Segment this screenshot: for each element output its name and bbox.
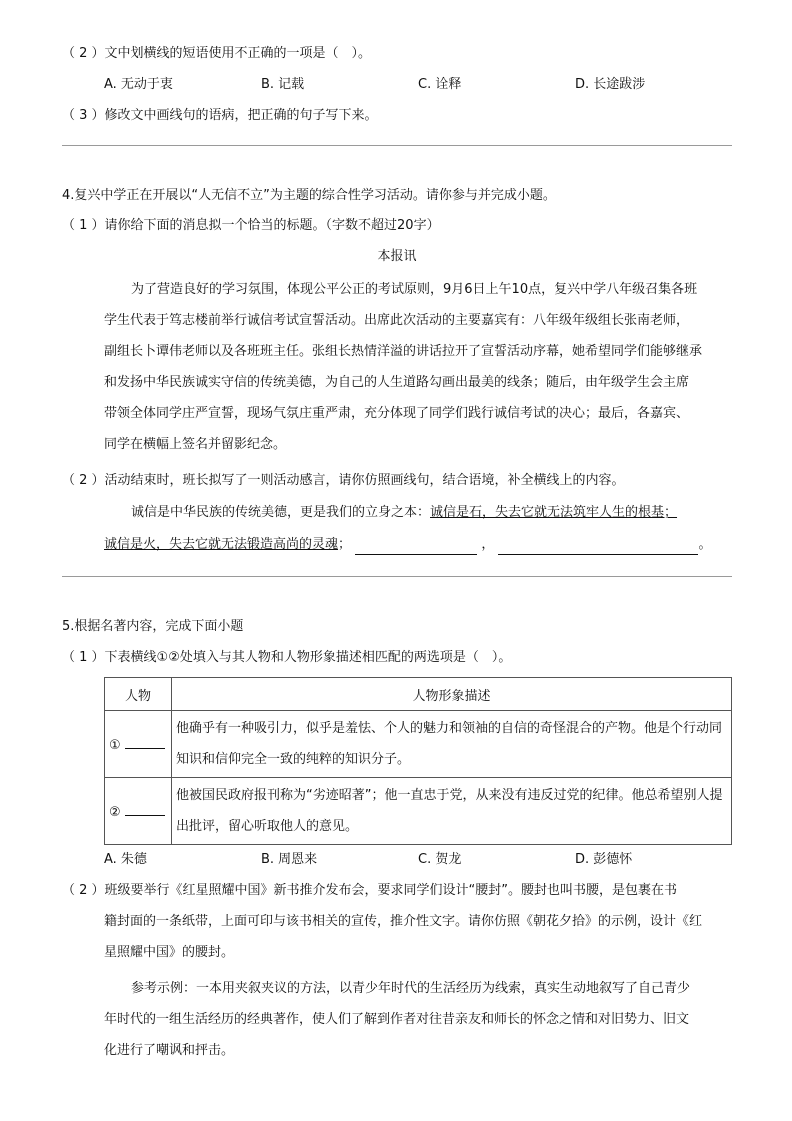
character-blank-2[interactable] <box>125 803 165 816</box>
q3-option-c[interactable]: C. 诠释 <box>418 77 462 92</box>
q5-sub2-line: 星照耀中国》的腰封。 <box>104 945 235 960</box>
news-line: 和发扬中华民族诚实守信的传统美德，为自己的人生道路勾画出最美的线条；随后，由年级学生会主席 <box>104 375 690 390</box>
q3-option-a[interactable]: A. 无动于衷 <box>104 77 173 92</box>
motto-sep: ； <box>338 537 352 552</box>
answer-blank-1[interactable] <box>355 538 477 555</box>
example-line: 参考示例：一本用夹叙夹议的方法，以青少年时代的生活经历为线索，真实生动地叙写了自己青少 <box>131 981 691 996</box>
q4-sub2: （ 2 ）活动结束时，班长拟写了一则活动感言，请你仿照画线句，结合语境，补全横线上的内容。 <box>62 473 625 488</box>
motto-line-1 <box>131 503 677 523</box>
character-table <box>104 677 732 845</box>
table-row <box>105 711 732 778</box>
q5-sub1: （ 1 ）下表横线①②处填入与其人物和人物形象描述相匹配的两选项是（ ）。 <box>62 650 512 665</box>
news-line: 为了营造良好的学习氛围，体现公平公正的考试原则，9月6日上午10点，复兴中学八年级召集各班 <box>131 282 698 297</box>
q5-option-d[interactable]: D. 彭德怀 <box>575 852 633 867</box>
news-heading: 本报讯 <box>377 249 417 264</box>
divider <box>62 145 732 146</box>
table-cell-character <box>105 711 172 778</box>
table-cell-description: 他被国民政府报刊称为“劣迹昭著”；他一直忠于党，从来没有违反过党的纪律。他总希望别人提出批评，留心听取他人的意见。 <box>172 778 732 845</box>
news-line: 副组长卜谭伟老师以及各班班主任。张组长热情洋溢的讲话拉开了宣誓活动序幕，她希望同学们能够继承 <box>104 344 703 359</box>
character-blank-1[interactable] <box>125 736 165 749</box>
q5-sub2-line: （ 2 ）班级要举行《红星照耀中国》新书推介发布会，要求同学们设计“腰封”。腰封也叫书腰，是包裹在书 <box>62 883 678 898</box>
q3-option-b[interactable]: B. 记载 <box>261 77 305 92</box>
q5-sub2-line: 籍封面的一条纸带，上面可印与该书相关的宣传，推介性文字。请你仿照《朝花夕拾》的示例，设计《红 <box>104 914 703 929</box>
motto-line-2 <box>104 535 711 555</box>
news-line: 学生代表于笃志楼前举行诚信考试宣誓活动。出席此次活动的主要嘉宾有：八年级年级组长张南老师， <box>104 313 690 328</box>
motto-underlined-1: 诚信是石，失去它就无法筑牢人生的根基； <box>430 505 678 520</box>
circled-number-1: ① <box>109 737 121 753</box>
example-line: 年时代的一组生活经历的经典著作，使人们了解到作者对往昔亲友和师长的怀念之情和对旧势力、旧文 <box>104 1012 690 1027</box>
q5-option-b[interactable]: B. 周恩来 <box>261 852 318 867</box>
answer-blank-2[interactable] <box>498 538 698 555</box>
motto-underlined-2: 诚信是火，失去它就无法锻造高尚的灵魂 <box>104 537 339 552</box>
motto-end: 。 <box>698 537 712 552</box>
table-row <box>105 778 732 845</box>
q5-option-c[interactable]: C. 贺龙 <box>418 852 462 867</box>
motto-plain: 诚信是中华民族的传统美德，更是我们的立身之本： <box>131 505 431 520</box>
q3-sub3: （ 3 ）修改文中画线句的语病，把正确的句子写下来。 <box>62 108 378 123</box>
motto-sep: ， <box>481 537 495 552</box>
q5-option-a[interactable]: A. 朱德 <box>104 852 147 867</box>
example-line: 化进行了嘲讽和抨击。 <box>104 1043 235 1058</box>
q4-title: 4.复兴中学正在开展以“人无信不立”为主题的综合性学习活动。请你参与并完成小题。 <box>62 188 556 203</box>
table-header-description: 人物形象描述 <box>172 678 732 711</box>
news-line: 同学在横幅上签名并留影纪念。 <box>104 437 287 452</box>
circled-number-2: ② <box>109 804 121 820</box>
news-line: 带领全体同学庄严宣誓，现场气氛庄重严肃，充分体现了同学们践行诚信考试的决心；最后，各嘉宾、 <box>104 406 690 421</box>
q4-sub1: （ 1 ）请你给下面的消息拟一个恰当的标题。（字数不超过20字） <box>62 218 440 233</box>
table-cell-character <box>105 778 172 845</box>
table-header-row <box>105 678 732 711</box>
table-header-character: 人物 <box>105 678 172 711</box>
table-cell-description: 他确乎有一种吸引力，似乎是羞怯、个人的魅力和领袖的自信的奇怪混合的产物。他是个行动同知识和信仰完全一致的纯粹的知识分子。 <box>172 711 732 778</box>
divider <box>62 576 732 577</box>
q5-title: 5.根据名著内容，完成下面小题 <box>62 619 244 634</box>
q3-sub2: （ 2 ）文中划横线的短语使用不正确的一项是（ ）。 <box>62 46 372 61</box>
q3-option-d[interactable]: D. 长途跋涉 <box>575 77 646 92</box>
